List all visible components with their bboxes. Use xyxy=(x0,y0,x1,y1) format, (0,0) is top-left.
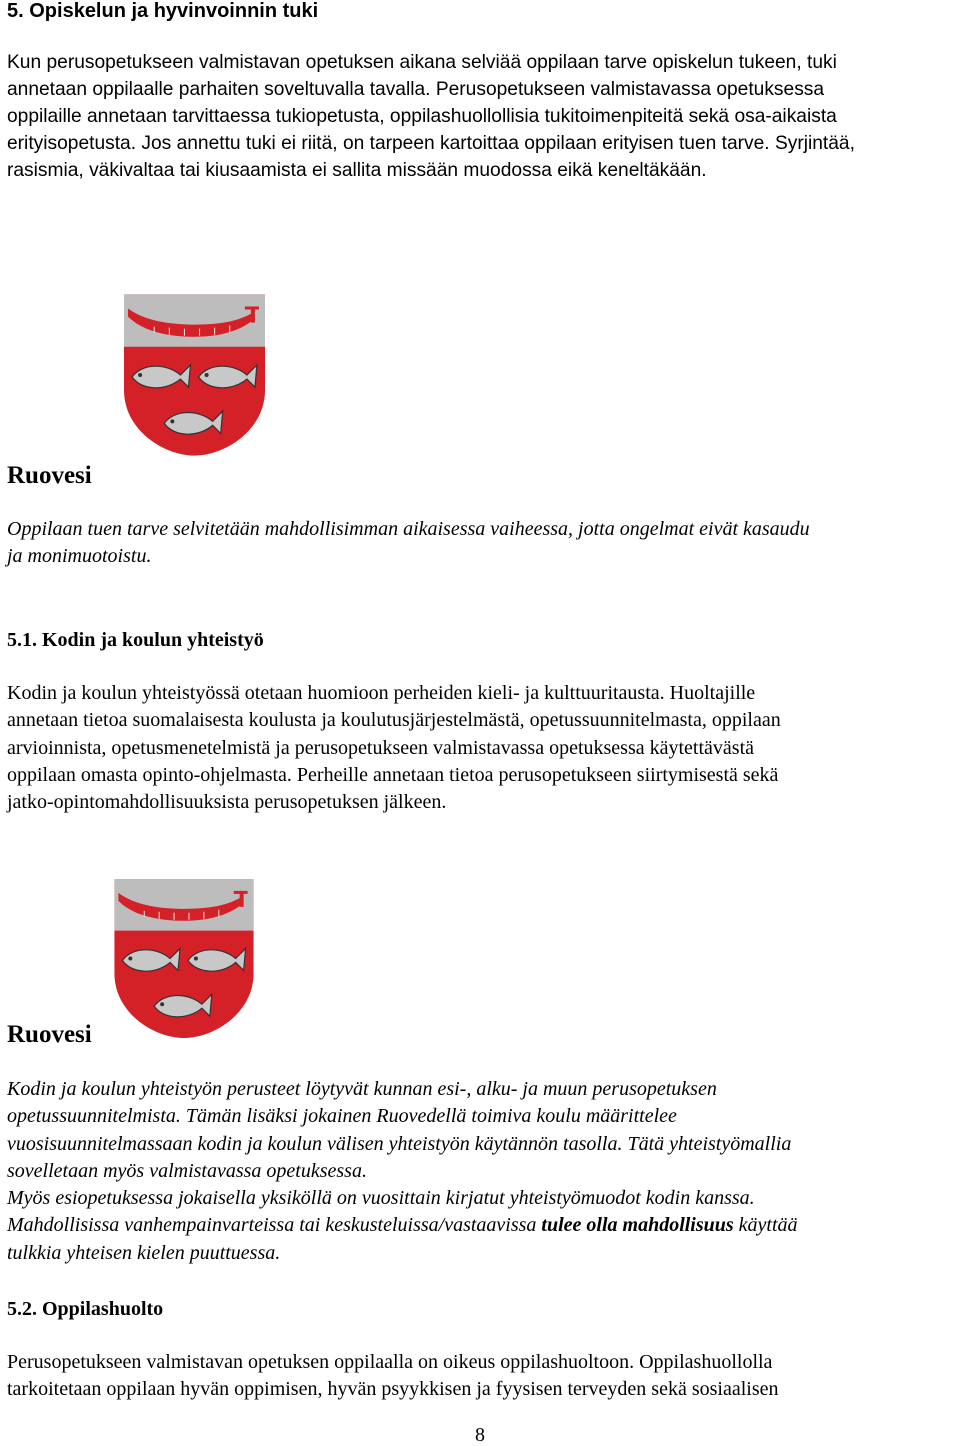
section-heading: 5. Opiskelun ja hyvinvoinnin tuki xyxy=(7,0,319,22)
text-line: ja monimuotoistu. xyxy=(7,545,152,568)
municipality-label: Ruovesi xyxy=(7,462,92,489)
text-line: tarkoitetaan oppilaan hyvän oppimisen, hyvän psyykkisen ja fyysisen terveyden sekä sosiaalisen xyxy=(7,1378,779,1401)
italic-paragraph xyxy=(7,1076,957,1267)
section-heading: 5.1. Kodin ja koulun yhteistyö xyxy=(7,629,264,651)
text-line: oppilaan omasta opinto-ohjelmasta. Perheille annetaan tietoa perusopetukseen siirtymisestä sekä xyxy=(7,763,779,786)
italic-paragraph xyxy=(7,516,957,571)
text-run: Mahdollisissa vanhempainvarteissa tai keskusteluissa/vastaavissa xyxy=(7,1214,542,1237)
text-line: sovelletaan myös valmistavassa opetuksessa. xyxy=(7,1159,367,1182)
section-paragraph xyxy=(7,49,957,184)
text-line: Kodin ja koulun yhteistyön perusteet löytyvät kunnan esi-, alku- ja muun perusopetuksen xyxy=(7,1078,717,1100)
text-line xyxy=(7,1212,957,1239)
text-line: annetaan tietoa suomalaisesta koulusta ja koulutusjärjestelmästä, opetussuunnitelmasta, oppilaan xyxy=(7,709,781,732)
municipality-label: Ruovesi xyxy=(7,1021,92,1048)
text-line: Myös esiopetuksessa jokaisella yksiköllä on vuosittain kirjatut yhteistyömuodot kodin kanssa. xyxy=(7,1187,755,1210)
text-line: Oppilaan tuen tarve selvitetään mahdollisimman aikaisessa vaiheessa, jotta ongelmat eivät kasaudu xyxy=(7,518,810,540)
text-line: Perusopetukseen valmistavan opetuksen oppilaalla on oikeus oppilashuoltoon. Oppilashuollolla xyxy=(7,1351,773,1373)
section-heading: 5.2. Oppilashuolto xyxy=(7,1298,164,1320)
text-line: annetaan oppilaalle parhaiten soveltuvalla tavalla. Perusopetukseen valmistavassa opetuksessa xyxy=(7,79,825,100)
text-line: opetussuunnitelmista. Tämän lisäksi jokainen Ruovedellä toimiva koulu määrittelee xyxy=(7,1105,677,1128)
text-run: käyttää xyxy=(733,1214,798,1237)
text-line: rasismia, väkivaltaa tai kiusaamista ei sallita missään muodossa eikä keneltäkään. xyxy=(7,160,707,181)
section-paragraph xyxy=(7,1349,957,1404)
text-line: arvioinnista, opetusmenetelmistä ja perusopetukseen valmistavassa opetuksessa käytettävästä xyxy=(7,736,755,759)
text-line: jatko-opintomahdollisuuksista perusopetuksen jälkeen. xyxy=(7,791,447,814)
section-paragraph xyxy=(7,680,957,816)
text-line: erityisopetusta. Jos annettu tuki ei riitä, on tarpeen kartoittaa oppilaan erityisen tuen tarve. Syrjintää, xyxy=(7,133,855,154)
text-line: Kun perusopetukseen valmistavan opetuksen aikana selviää oppilaan tarve opiskelun tukeen, tuki xyxy=(7,52,837,73)
coat-of-arms-icon xyxy=(114,879,254,1038)
text-line: tulkkia yhteisen kielen puuttuessa. xyxy=(7,1241,281,1264)
text-line: vuosisuunnitelmassaan kodin ja koulun välisen yhteistyön käytännön tasolla. Tätä yhteistyömallia xyxy=(7,1132,792,1155)
page-number: 8 xyxy=(475,1424,485,1446)
text-line: Kodin ja koulun yhteistyössä otetaan huomioon perheiden kieli- ja kulttuuritausta. Huoltajille xyxy=(7,682,756,704)
bold-text-run: tulee olla mahdollisuus xyxy=(541,1214,734,1237)
coat-of-arms-icon xyxy=(124,294,265,456)
text-line: oppilaille annetaan tarvittaessa tukiopetusta, oppilashuollollisia tukitoimenpiteitä sekä osa-aikaista xyxy=(7,106,837,127)
